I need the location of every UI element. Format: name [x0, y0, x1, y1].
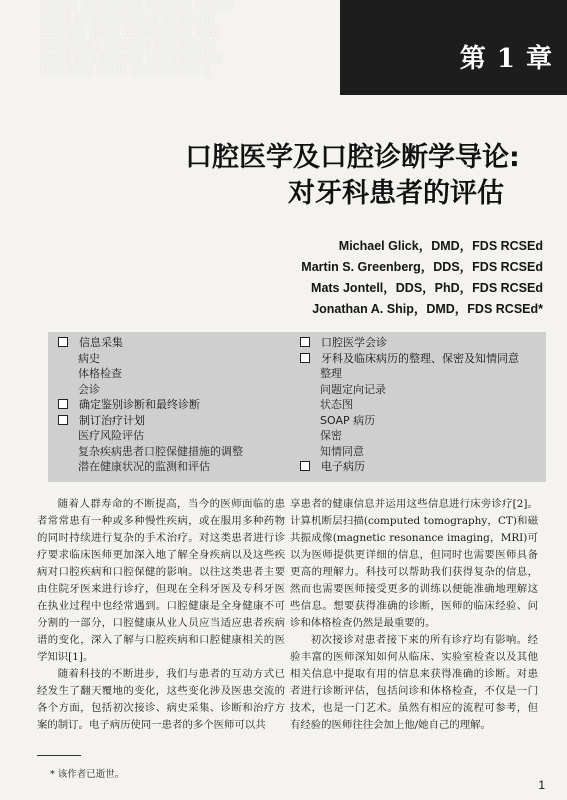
footnote: * 该作者已逝世。 [50, 769, 125, 780]
title-line-2: 对牙科患者的评估 [288, 178, 504, 209]
outline-subsection [58, 444, 293, 460]
outline-subsection [300, 444, 540, 460]
author: Mats Jontell，DDS，PhD，FDS RCSEd [311, 281, 543, 295]
outline-subsection [300, 366, 540, 382]
outline-item-text: 信息采集 [79, 336, 123, 349]
chapter-title [185, 140, 545, 212]
outline-item-text: 体格检查 [78, 367, 122, 380]
outline-item-text: 病史 [78, 351, 100, 365]
bleed-through-text: ░░░░░ ░░░░░░░░ ░░░░░░ ░░░░░ ░░░░ ░░░░░░░░░░░ ░░░░░░░ ░░░░░░ ░░░░ ░░░░░░░░░ ░░░ ░░░░░░░░ ░░░░░░ ░░░░░░░░ ░░░░ ░░░░░░░░░ ░░░░░░░░░░ ░░░░░░░ ░░░░ ░░░░░░░░░ ░ [40, 1, 235, 77]
outline-subsection [58, 366, 293, 382]
outline-item-text: 会诊 [78, 382, 100, 396]
author: Martin S. Greenberg，DDS，FDS RCSEd [301, 260, 543, 274]
outline-subsection [300, 397, 540, 413]
outline-subsection [300, 428, 540, 444]
paragraph: 享患者的健康信息并运用这些信息进行床旁诊疗[2]。计算机断层扫描(computed tomography，CT)和磁共振成像(magnetic resonance imaging，MRI)可以为医师提供更详细的信息，但同时也需要医师具备更高的理解力。科技可以帮助我们获得复杂的信息，然而也需要医师接受更多的训练以便能准确地理解这些信息。想要获得准确的诊断，医师的临床经验、问诊和体格检查仍然是最重要的。 [290, 498, 538, 629]
outline-section [300, 459, 540, 475]
outline-item-text: 潜在健康状况的监测和评估 [78, 460, 210, 473]
checkbox-square-icon [58, 415, 68, 425]
checkbox-square-icon [300, 353, 310, 363]
outline-section [300, 351, 540, 367]
outline-item-text: 电子病历 [321, 460, 365, 473]
outline-section [300, 335, 540, 351]
outline-item-text: 保密 [320, 429, 342, 442]
footnote-divider [37, 755, 81, 756]
outline-item-text: 状态图 [320, 398, 353, 411]
checkbox-square-icon [300, 461, 310, 471]
outline-section [58, 397, 293, 413]
author: Jonathan A. Ship，DMD，FDS RCSEd* [312, 302, 543, 316]
outline-right-column [300, 335, 540, 475]
chapter-label: 第 1 章 [459, 44, 553, 74]
outline-item-text: 牙科及临床病历的整理、保密及知情同意 [321, 351, 519, 365]
outline-subsection [300, 413, 540, 429]
outline-subsection [58, 351, 293, 367]
outline-subsection [58, 428, 293, 444]
paragraph: 随着科技的不断进步，我们与患者的互动方式已经发生了翻天覆地的变化，这些变化涉及医患交流的各个方面，包括初次接诊、病史采集、诊断和治疗方案的制订。电子病历使同一患者的多个医师可以共 [37, 668, 285, 731]
outline-item-text: 医疗风险评估 [78, 429, 144, 442]
chapter-outline-box [48, 332, 546, 482]
body-right-column [290, 496, 538, 734]
body-left-column [37, 496, 285, 734]
author-list [301, 236, 543, 320]
outline-item-text: 确定鉴别诊断和最终诊断 [79, 398, 200, 411]
paragraph: 随着人群寿命的不断提高，当今的医师面临的患者常常患有一种或多种慢性疾病，或在服用多种药物的同时持续进行复杂的手术治疗。对这类患者进行诊疗要求临床医师更加深入地了解全身疾病以及这些疾病对口腔疾病和口腔保健的影响。以往这类患者主要由住院牙医来进行诊疗，但现在全科牙医及专科牙医在执业过程中也经常遇到。口腔健康是全身健康不可分割的一部分，口腔健康从业人员应当适应患者疾病谱的变化，深入了解与口腔疾病和口腔健康相关的医学知识[1]。 [37, 498, 285, 663]
outline-section [58, 335, 293, 351]
outline-item-text: 口腔医学会诊 [321, 336, 387, 349]
outline-item-text: 整理 [320, 367, 342, 380]
outline-subsection [58, 459, 293, 475]
chapter-banner [340, 0, 567, 95]
outline-subsection [300, 382, 540, 398]
outline-item-text: 制订治疗计划 [79, 413, 145, 427]
outline-left-column [58, 335, 293, 475]
outline-subsection [58, 382, 293, 398]
author: Michael Glick，DMD，FDS RCSEd [338, 239, 543, 253]
title-line-1: 口腔医学及口腔诊断学导论: [185, 142, 520, 173]
outline-item-text: 复杂疾病患者口腔保健措施的调整 [78, 444, 243, 458]
paragraph: 初次接诊对患者接下来的所有诊疗均有影响。经验丰富的医师深知如何从临床、实验室检查以及其他相关信息中提取有用的信息来获得准确的诊断。对患者进行诊断评估，包括问诊和体格检查，不仅是一门技术，也是一门艺术。虽然有相应的流程可参考，但有经验的医师往往会加上他/她自己的理解。 [290, 634, 538, 731]
outline-item-text: SOAP 病历 [320, 413, 376, 427]
outline-item-text: 问题定向记录 [320, 382, 386, 396]
checkbox-square-icon [58, 399, 68, 409]
outline-item-text: 知情同意 [320, 444, 364, 458]
checkbox-square-icon [58, 337, 68, 347]
outline-section [58, 413, 293, 429]
page-number: 1 [538, 778, 545, 792]
checkbox-square-icon [300, 337, 310, 347]
